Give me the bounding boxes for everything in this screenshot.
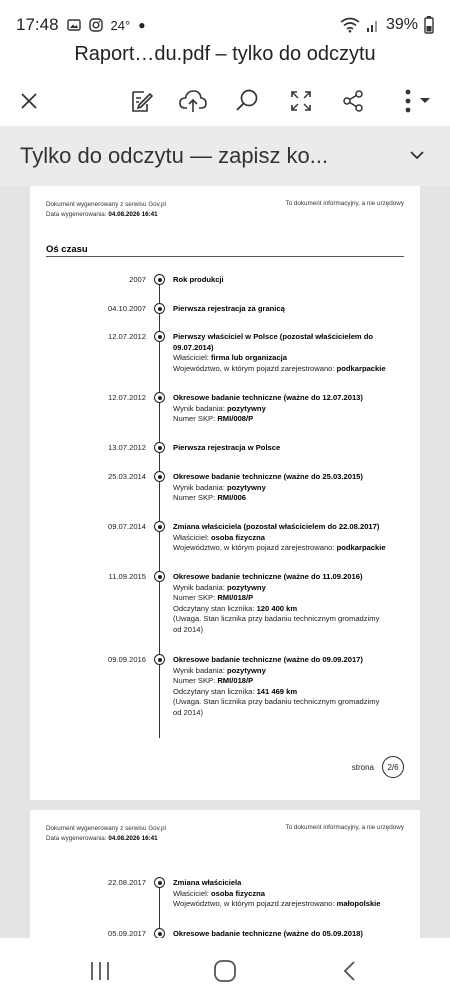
event-detail: Wynik badania: pozytywny: [173, 403, 266, 413]
event-title: Okresowe badanie techniczne (ważne do 09.09.2017): [173, 655, 363, 664]
event-detail: Wynik badania: pozytywny: [173, 482, 266, 492]
event-title: Okresowe badanie techniczne (ważne do 12.07.2013): [173, 393, 363, 402]
share-icon: [341, 89, 365, 113]
event-title: Okresowe badanie techniczne (ważne do 11.09.2016): [173, 572, 363, 581]
timeline-dot-icon: [154, 521, 165, 532]
close-button[interactable]: [12, 84, 46, 118]
generated-date: Data wygenerowania: 04.08.2026 16:41: [46, 211, 158, 218]
timeline-dot-icon: [154, 274, 165, 285]
event-detail: Właściciel: osoba fizyczna: [173, 532, 265, 542]
page-indicator: [352, 756, 404, 778]
back-button[interactable]: [330, 956, 370, 986]
recents-icon: [89, 960, 111, 982]
section-divider: [46, 256, 404, 257]
page-disclaimer: To dokument informacyjny, a nie urzędowy: [285, 824, 404, 831]
page-header-left: [46, 200, 166, 220]
home-icon: [213, 959, 237, 983]
signal-icon: [366, 17, 380, 33]
event-detail: (Uwaga. Stan licznika przy badaniu technicznym gromadzimy od 2014): [173, 614, 380, 634]
search-icon: [234, 88, 260, 114]
fullscreen-icon: [289, 89, 313, 113]
toolbar: [0, 80, 450, 122]
event-title: Zmiana właściciela: [173, 878, 242, 887]
event-date: 2007: [129, 275, 146, 284]
timeline-dot-icon: [154, 654, 165, 665]
banner-text: Tylko do odczytu — zapisz ko...: [20, 143, 329, 168]
event-body: [173, 304, 388, 315]
event-date: 05.09.2017: [107, 929, 146, 938]
timeline-dot-icon: [154, 471, 165, 482]
edit-icon: [128, 88, 154, 114]
timeline-dot-icon: [154, 331, 165, 342]
close-icon: [19, 91, 39, 111]
event-body: [173, 443, 388, 454]
generated-date: Data wygenerowania: 04.08.2026 16:41: [46, 835, 158, 842]
pdf-viewport[interactable]: [0, 186, 450, 938]
event-body: [173, 393, 388, 425]
home-button[interactable]: [205, 956, 245, 986]
edit-button[interactable]: [124, 84, 158, 118]
event-body: [173, 572, 388, 636]
recents-button[interactable]: [80, 956, 120, 986]
document-title: Raport…du.pdf – tylko do odczytu: [74, 43, 376, 65]
event-date: 22.08.2017: [107, 878, 146, 887]
event-title: Okresowe badanie techniczne (ważne do 05.09.2018): [173, 929, 363, 938]
wifi-icon: [340, 17, 360, 33]
event-detail: Odczytany stan licznika: 120 400 km: [173, 603, 298, 613]
event-body: [173, 472, 388, 504]
event-date: 09.09.2016: [107, 655, 146, 664]
status-time: 17:48: [16, 15, 59, 34]
event-title: Okresowe badanie techniczne (ważne do 25.03.2015): [173, 472, 363, 481]
event-detail: Numer SKP: RMI/018/P: [173, 676, 254, 686]
more-options-button[interactable]: [394, 84, 438, 118]
timeline-dot-icon: [154, 571, 165, 582]
notification-dot-icon: ●: [138, 18, 146, 32]
cloud-upload-icon: [179, 88, 207, 114]
pdf-page: [30, 810, 420, 938]
event-detail: Województwo, w którym pojazd zarejestrowano: podkarpackie: [173, 543, 386, 553]
event-body: [173, 332, 388, 374]
event-date: 12.07.2012: [107, 393, 146, 402]
event-detail: Właściciel: firma lub organizacja: [173, 353, 287, 363]
upload-button[interactable]: [176, 84, 210, 118]
share-button[interactable]: [336, 84, 370, 118]
timeline-axis: [159, 279, 160, 738]
event-date: 13.07.2012: [107, 443, 146, 452]
event-date: 04.10.2007: [107, 304, 146, 313]
event-detail: Województwo, w którym pojazd zarejestrowano: podkarpackie: [173, 363, 386, 373]
gallery-icon: [67, 18, 81, 32]
timeline-dot-icon: [154, 303, 165, 314]
event-date: 09.07.2014: [107, 522, 146, 531]
event-title: Zmiana właściciela (pozostał właścicielem do 22.08.2017): [173, 522, 380, 531]
instagram-icon: [89, 18, 103, 32]
more-icon: [396, 88, 436, 114]
status-temperature: 24°: [110, 17, 131, 33]
page-label: strona: [351, 762, 374, 772]
timeline-dot-icon: [154, 928, 165, 938]
event-detail: Numer SKP: RMI/006: [173, 493, 247, 503]
event-title: Pierwsza rejestracja za granicą: [173, 304, 285, 313]
read-only-banner[interactable]: [0, 126, 450, 186]
event-detail: Wynik badania: pozytywny: [173, 665, 266, 675]
event-title: Rok produkcji: [173, 275, 224, 284]
event-title: Pierwszy właściciel w Polsce (pozostał właścicielem do 09.07.2014): [173, 332, 374, 352]
pdf-page: [30, 186, 420, 800]
search-button[interactable]: [230, 84, 264, 118]
generated-by: Dokument wygenerowany z serwisu Gov.pl: [46, 825, 166, 832]
timeline-dot-icon: [154, 877, 165, 888]
event-body: [173, 275, 388, 286]
system-nav-bar: [0, 938, 450, 1000]
chevron-down-icon[interactable]: [408, 146, 426, 164]
timeline-dot-icon: [154, 442, 165, 453]
back-icon: [339, 960, 361, 982]
page-number: 2/6: [382, 756, 404, 778]
event-date: 25.03.2014: [107, 472, 146, 481]
event-body: [173, 878, 388, 910]
fullscreen-button[interactable]: [284, 84, 318, 118]
event-title: Pierwsza rejestracja w Polsce: [173, 443, 281, 452]
event-detail: Odczytany stan licznika: 141 469 km: [173, 686, 298, 696]
event-detail: Numer SKP: RMI/008/P: [173, 414, 254, 424]
event-detail: Województwo, w którym pojazd zarejestrowano: małopolskie: [173, 899, 381, 909]
event-detail: Numer SKP: RMI/018/P: [173, 593, 254, 603]
generated-by: Dokument wygenerowany z serwisu Gov.pl: [46, 201, 166, 208]
timeline-dot-icon: [154, 392, 165, 403]
event-body: [173, 655, 388, 719]
event-body: [173, 522, 388, 554]
event-detail: Właściciel: osoba fizyczna: [173, 888, 265, 898]
event-detail: Wynik badania: pozytywny: [173, 582, 266, 592]
event-body: [173, 929, 388, 938]
battery-icon: [424, 16, 434, 34]
event-date: 11.09.2015: [108, 572, 146, 581]
battery-percent: 39%: [385, 16, 418, 33]
section-title: Oś czasu: [46, 244, 88, 255]
page-disclaimer: To dokument informacyjny, a nie urzędowy: [285, 200, 404, 207]
page-header-left: [46, 824, 166, 844]
event-detail: (Uwaga. Stan licznika przy badaniu technicznym gromadzimy od 2014): [173, 697, 380, 717]
event-date: 12.07.2012: [107, 332, 146, 341]
